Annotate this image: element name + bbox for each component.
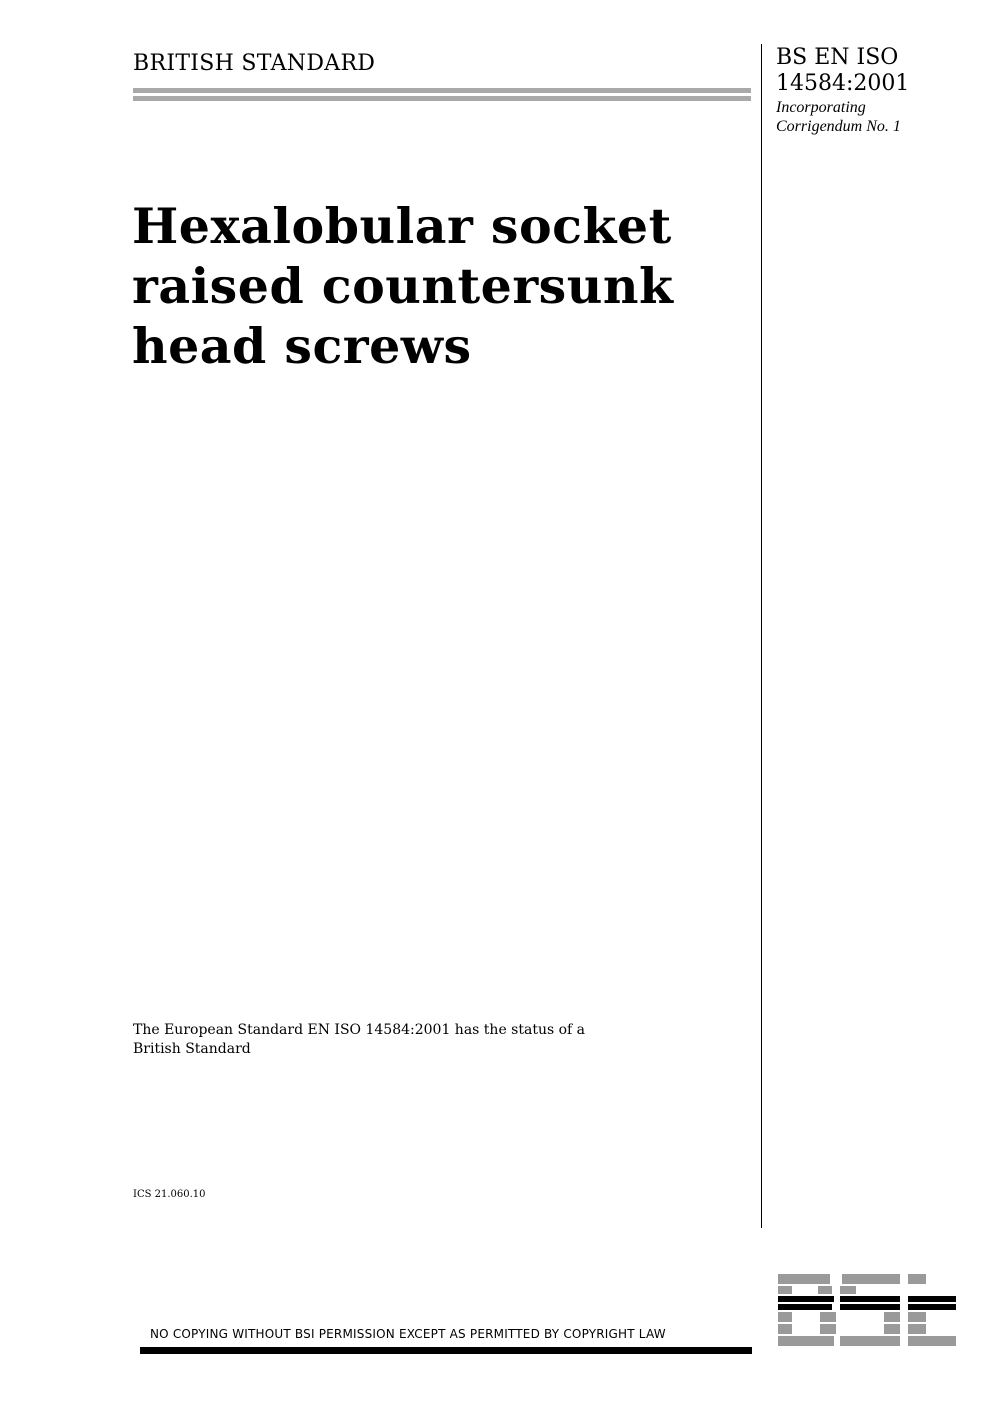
title-line1: Hexalobular socket (132, 197, 672, 255)
document-title (132, 196, 732, 376)
copyright-notice: NO COPYING WITHOUT BSI PERMISSION EXCEPT AS PERMITTED BY COPYRIGHT LAW (150, 1327, 666, 1341)
standard-number-line1: BS EN ISO (776, 45, 899, 70)
header-rule-top (133, 88, 751, 93)
incorporating-line2: Corrigendum No. 1 (776, 118, 901, 135)
title-line3: head screws (132, 317, 472, 375)
series-label: BRITISH STANDARD (133, 51, 376, 76)
incorporating-line1: Incorporating (776, 99, 866, 116)
status-line1: The European Standard EN ISO 14584:2001 has the status of a (133, 1022, 586, 1038)
header-rule-bottom (133, 96, 751, 101)
bsi-logo-letters (778, 1274, 956, 1346)
standard-number (776, 45, 909, 97)
bsi-logo (778, 1272, 956, 1358)
status-statement (133, 1021, 585, 1059)
incorporating-note (776, 98, 901, 136)
status-line2: British Standard (133, 1041, 251, 1057)
standard-number-line2: 14584:2001 (776, 71, 910, 96)
title-line2: raised countersunk (132, 257, 674, 315)
ics-code: ICS 21.060.10 (133, 1189, 206, 1200)
column-divider (761, 44, 762, 1228)
footer-rule (140, 1347, 752, 1354)
